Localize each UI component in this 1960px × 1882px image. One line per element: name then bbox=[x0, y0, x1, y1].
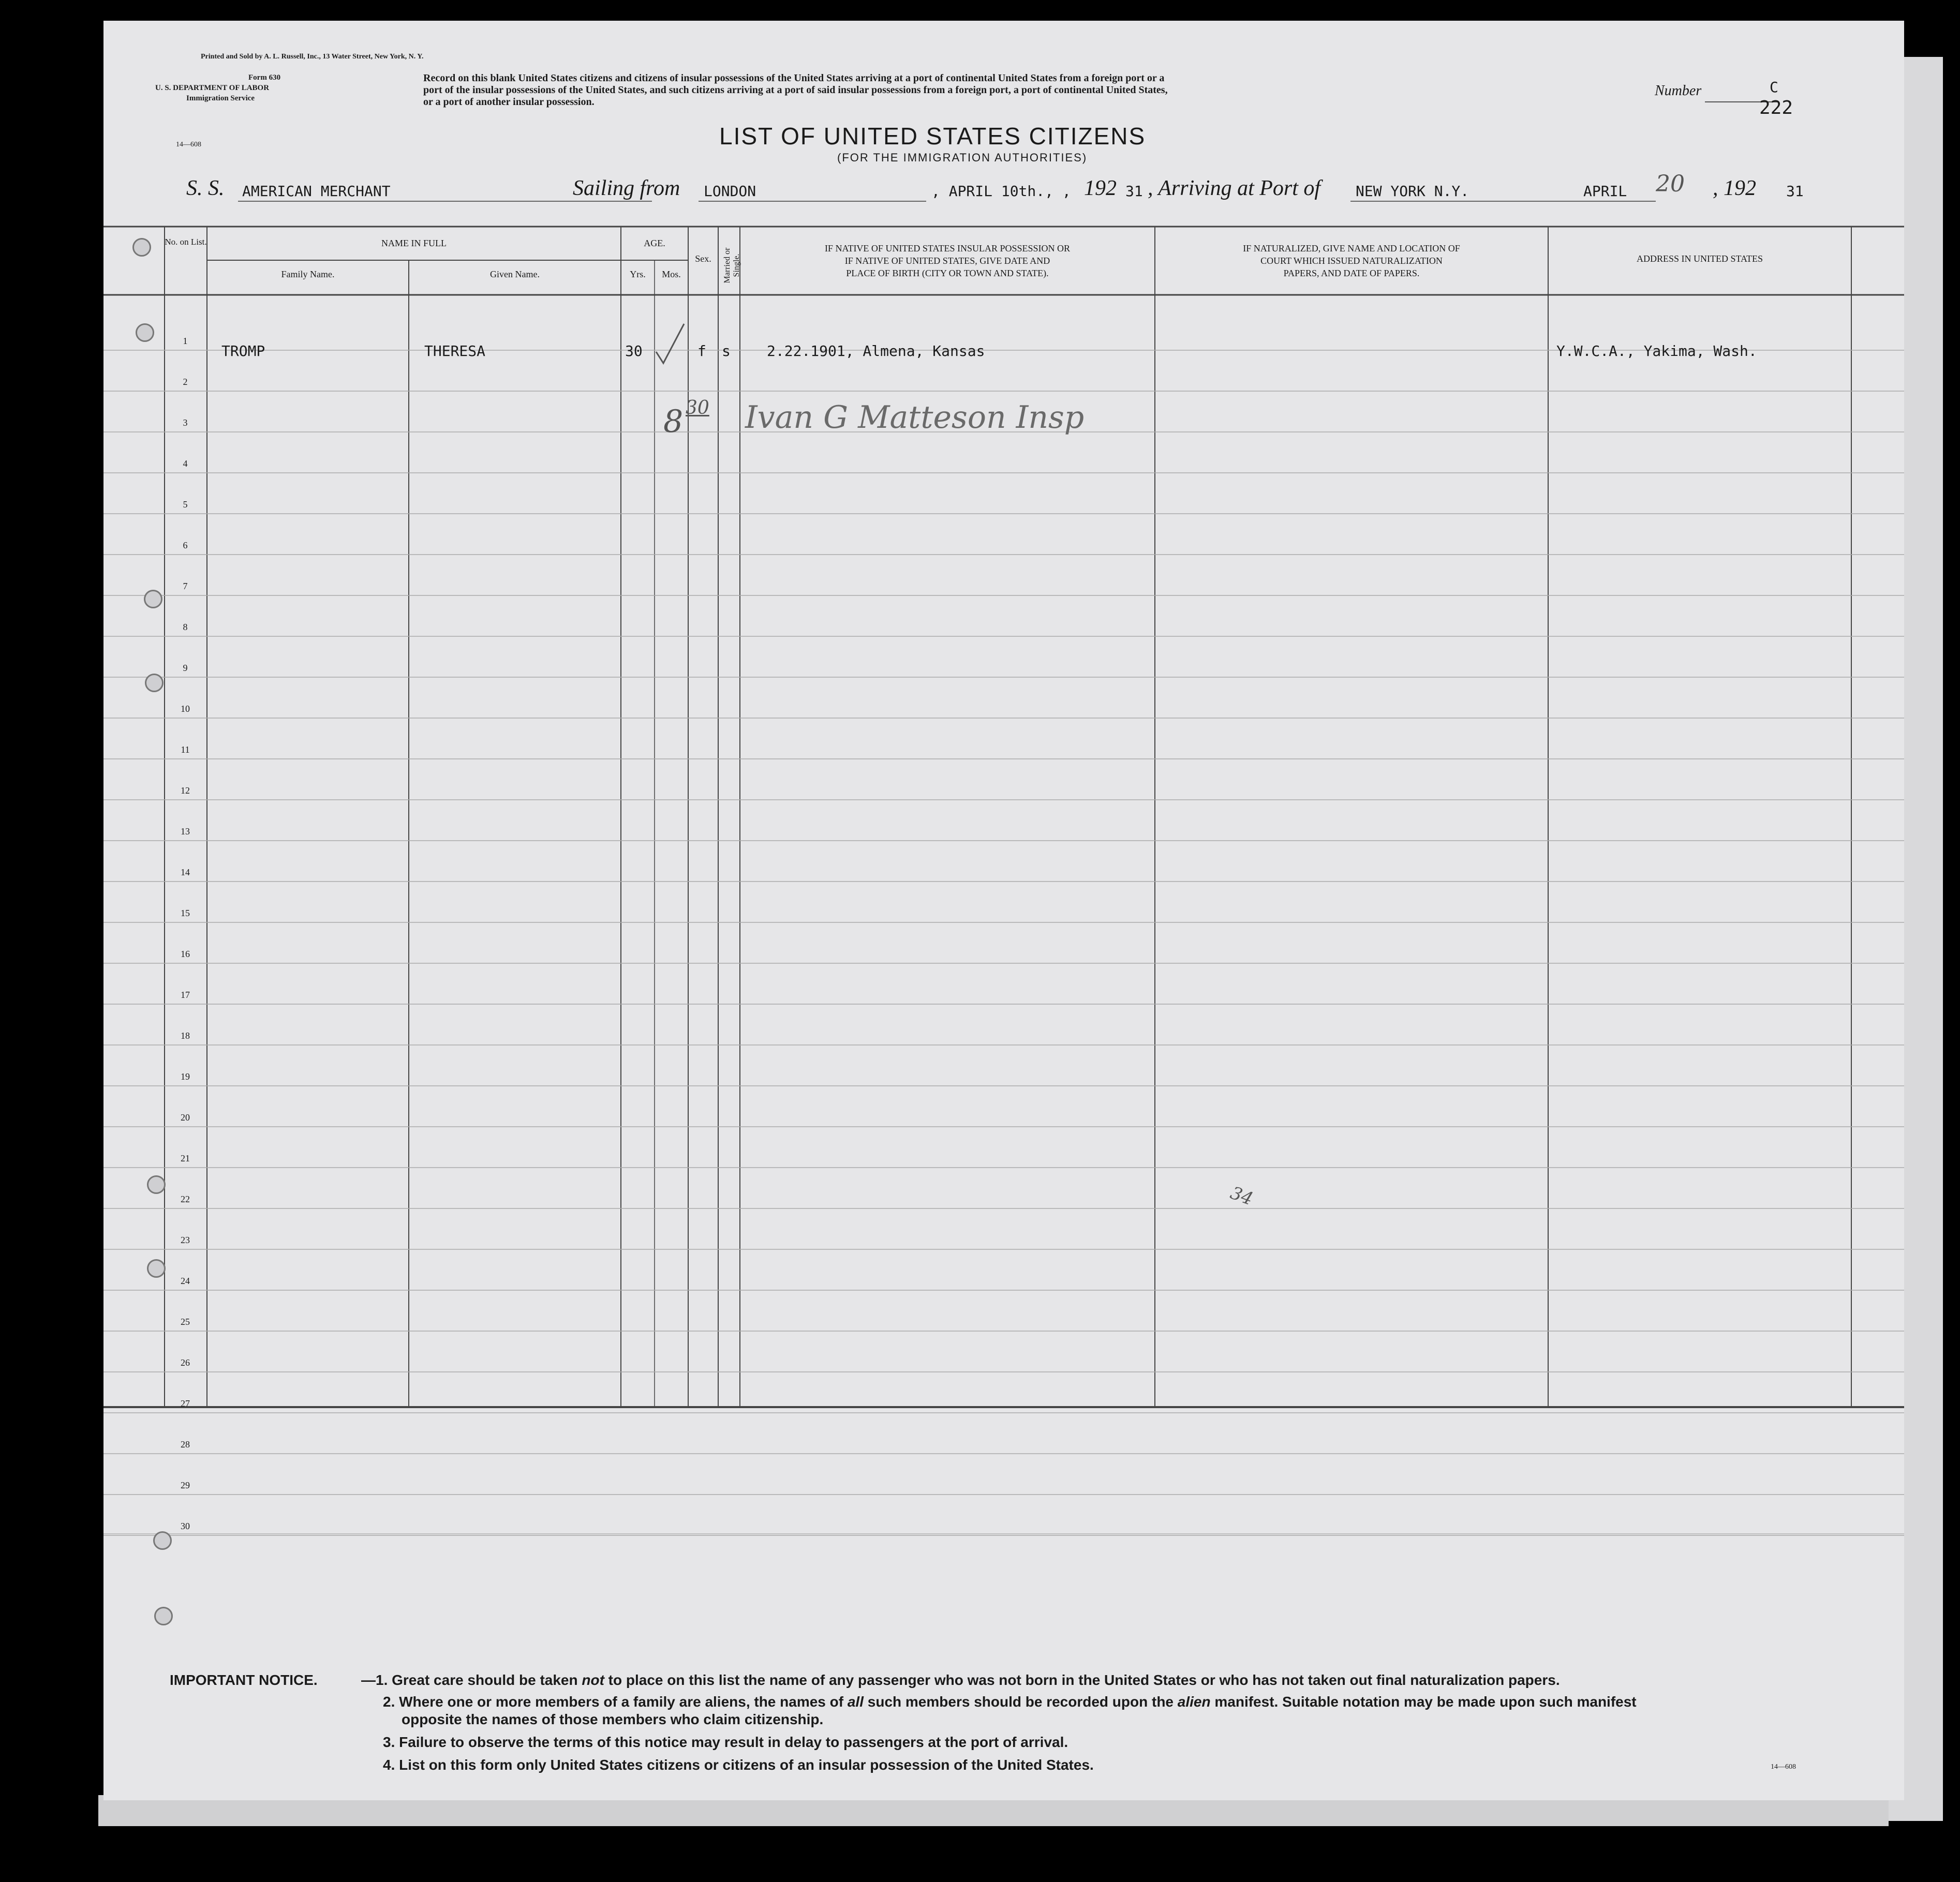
col-sex: Sex. bbox=[695, 253, 711, 264]
row-number: 19 bbox=[181, 1071, 190, 1082]
row-number: 8 bbox=[183, 622, 188, 632]
manifest-sheet bbox=[103, 21, 1904, 1800]
notice-item-2-continued: opposite the names of those members who claim citizenship. bbox=[402, 1711, 824, 1727]
row-number: 22 bbox=[181, 1194, 190, 1204]
sailing-date: , APRIL 10th., , bbox=[931, 183, 1071, 200]
col-native-line-1: IF NATIVE OF UNITED STATES INSULAR POSSESSION OR bbox=[824, 243, 1071, 253]
number-letter: C bbox=[1770, 79, 1778, 96]
ship-name: AMERICAN MERCHANT bbox=[242, 183, 391, 200]
row-number: 6 bbox=[183, 540, 188, 550]
row-number: 21 bbox=[181, 1153, 190, 1163]
departure-port: LONDON bbox=[704, 183, 756, 200]
checkmark bbox=[652, 321, 688, 367]
form-number: Form 630 bbox=[248, 73, 281, 82]
passenger-family-name: TROMP bbox=[221, 342, 265, 360]
number-label: Number bbox=[1655, 83, 1702, 99]
record-line-1: Record on this blank United States citizens and citizens of insular possessions of the United States arriving at a port of continental United States from a foreign port or a bbox=[423, 72, 1165, 84]
row-number: 13 bbox=[181, 826, 190, 837]
row-number: 16 bbox=[181, 949, 190, 959]
col-naturalized-line-1: IF NATURALIZED, GIVE NAME AND LOCATION OF bbox=[1243, 243, 1460, 253]
passenger-given-name: THERESA bbox=[424, 342, 486, 360]
col-native-line-2: IF NATIVE OF UNITED STATES, GIVE DATE AND bbox=[844, 256, 1050, 266]
sailing-from-label: Sailing from bbox=[573, 176, 680, 200]
year-prefix-1: 192 bbox=[1084, 176, 1117, 200]
row-number: 4 bbox=[183, 458, 188, 469]
notice-1-text-end: to place on this list the name of any passenger who was not born in the United States or who has not taken out final naturalization papers. bbox=[604, 1672, 1560, 1688]
row-number: 9 bbox=[183, 663, 188, 673]
notice-2-emphasis-alien: alien bbox=[1177, 1694, 1211, 1710]
arrival-day: 20 bbox=[1656, 171, 1685, 197]
passenger-birth-info: 2.22.1901, Almena, Kansas bbox=[767, 342, 985, 360]
form-code-right: 14—608 bbox=[1771, 1763, 1796, 1771]
col-age: AGE. bbox=[644, 238, 665, 248]
notice-item-4: 4. List on this form only United States citizens or citizens of an insular possession of the United States. bbox=[383, 1757, 1094, 1773]
notice-item-3: 3. Failure to observe the terms of this notice may result in delay to passengers at the port of arrival. bbox=[383, 1734, 1068, 1750]
arriving-label: , Arriving at Port of bbox=[1148, 176, 1321, 200]
passenger-age-years: 30 bbox=[625, 342, 643, 360]
row-number: 17 bbox=[181, 990, 190, 1000]
punch-hole bbox=[144, 590, 162, 608]
notice-1-emphasis: not bbox=[582, 1672, 604, 1688]
row-number: 24 bbox=[181, 1276, 190, 1286]
passenger-address: Y.W.C.A., Yakima, Wash. bbox=[1556, 342, 1757, 360]
punch-hole bbox=[145, 674, 164, 692]
notice-heading: IMPORTANT NOTICE. bbox=[170, 1672, 318, 1688]
row-number: 18 bbox=[181, 1030, 190, 1041]
passenger-sex: f bbox=[697, 342, 706, 360]
notice-2-emphasis-all: all bbox=[847, 1694, 864, 1710]
notice-2-text-mid: such members should be recorded upon the bbox=[864, 1694, 1178, 1710]
inspector-signature: Ivan G Matteson Insp bbox=[745, 399, 1085, 436]
arrival-month: APRIL bbox=[1583, 183, 1627, 200]
row-number: 29 bbox=[181, 1480, 190, 1490]
col-married-single: Married or Single. bbox=[723, 247, 741, 283]
col-given-name: Given Name. bbox=[490, 269, 540, 279]
row-number: 2 bbox=[183, 377, 188, 387]
margin-mark: 34 bbox=[1227, 1182, 1256, 1210]
row-number: 30 bbox=[181, 1521, 190, 1531]
printer-line: Printed and Sold by A. L. Russell, Inc., 13 Water Street, New York, N. Y. bbox=[201, 53, 424, 61]
ss-label: S. S. bbox=[186, 176, 225, 200]
handwritten-time: 8 bbox=[663, 404, 684, 440]
row-number: 14 bbox=[181, 867, 190, 877]
arrival-port: NEW YORK N.Y. bbox=[1356, 183, 1469, 200]
col-no-on-list: No. on List. bbox=[165, 237, 207, 247]
row-number: 12 bbox=[181, 785, 190, 796]
row-number: 15 bbox=[181, 908, 190, 918]
punch-hole bbox=[154, 1607, 173, 1625]
row-number: 26 bbox=[181, 1357, 190, 1368]
row-number: 5 bbox=[183, 499, 188, 510]
punch-hole bbox=[132, 238, 151, 257]
row-number: 27 bbox=[181, 1398, 190, 1409]
notice-1-text: —1. Great care should be taken bbox=[361, 1672, 582, 1688]
col-years: Yrs. bbox=[630, 269, 646, 279]
row-number: 3 bbox=[183, 417, 188, 428]
year-prefix-2: , 192 bbox=[1713, 176, 1756, 200]
notice-2-text-end: manifest. Suitable notation may be made upon such manifest bbox=[1210, 1694, 1637, 1710]
row-number: 28 bbox=[181, 1439, 190, 1450]
service-label: Immigration Service bbox=[186, 94, 255, 102]
arrival-year: 31 bbox=[1786, 183, 1804, 200]
col-native-line-3: PLACE OF BIRTH (CITY OR TOWN AND STATE). bbox=[846, 268, 1049, 278]
form-code-left: 14—608 bbox=[176, 141, 201, 148]
col-family-name: Family Name. bbox=[281, 269, 335, 279]
row-number: 10 bbox=[181, 704, 190, 714]
row-number: 25 bbox=[181, 1317, 190, 1327]
record-line-3: or a port of another insular possession. bbox=[423, 96, 595, 108]
notice-item-1 bbox=[361, 1672, 1560, 1689]
row-number: 7 bbox=[183, 581, 188, 591]
row-number: 1 bbox=[183, 336, 188, 346]
handwritten-time-sup: 30 bbox=[686, 397, 709, 419]
manifest-table-grid bbox=[103, 21, 1904, 1800]
row-number: 23 bbox=[181, 1235, 190, 1245]
notice-item-2 bbox=[383, 1694, 1637, 1710]
record-line-2: port of the insular possessions of the United States, and such citizens arriving at a port of said insular possessions from a foreign port, a port of continental United States, bbox=[423, 84, 1168, 96]
passenger-marital-status: s bbox=[722, 342, 731, 360]
punch-hole bbox=[136, 323, 154, 342]
row-number: 20 bbox=[181, 1112, 190, 1123]
col-naturalized-line-2: COURT WHICH ISSUED NATURALIZATION bbox=[1260, 256, 1443, 266]
punch-hole bbox=[153, 1531, 172, 1550]
page-subtitle: (FOR THE IMMIGRATION AUTHORITIES) bbox=[837, 151, 1088, 164]
row-number: 11 bbox=[181, 744, 190, 755]
col-months: Mos. bbox=[662, 269, 681, 279]
department-label: U. S. DEPARTMENT OF LABOR bbox=[155, 84, 270, 92]
notice-2-text: 2. Where one or more members of a family are aliens, the names of bbox=[383, 1694, 848, 1710]
punch-hole bbox=[147, 1259, 166, 1278]
page-title: LIST OF UNITED STATES CITIZENS bbox=[719, 123, 1146, 150]
col-naturalized-line-3: PAPERS, AND DATE OF PAPERS. bbox=[1283, 268, 1420, 278]
sailing-year: 31 bbox=[1125, 183, 1143, 200]
punch-hole bbox=[147, 1175, 166, 1194]
col-name-in-full: NAME IN FULL bbox=[381, 238, 447, 248]
col-address: ADDRESS IN UNITED STATES bbox=[1636, 253, 1763, 264]
number-value: 222 bbox=[1759, 97, 1793, 118]
